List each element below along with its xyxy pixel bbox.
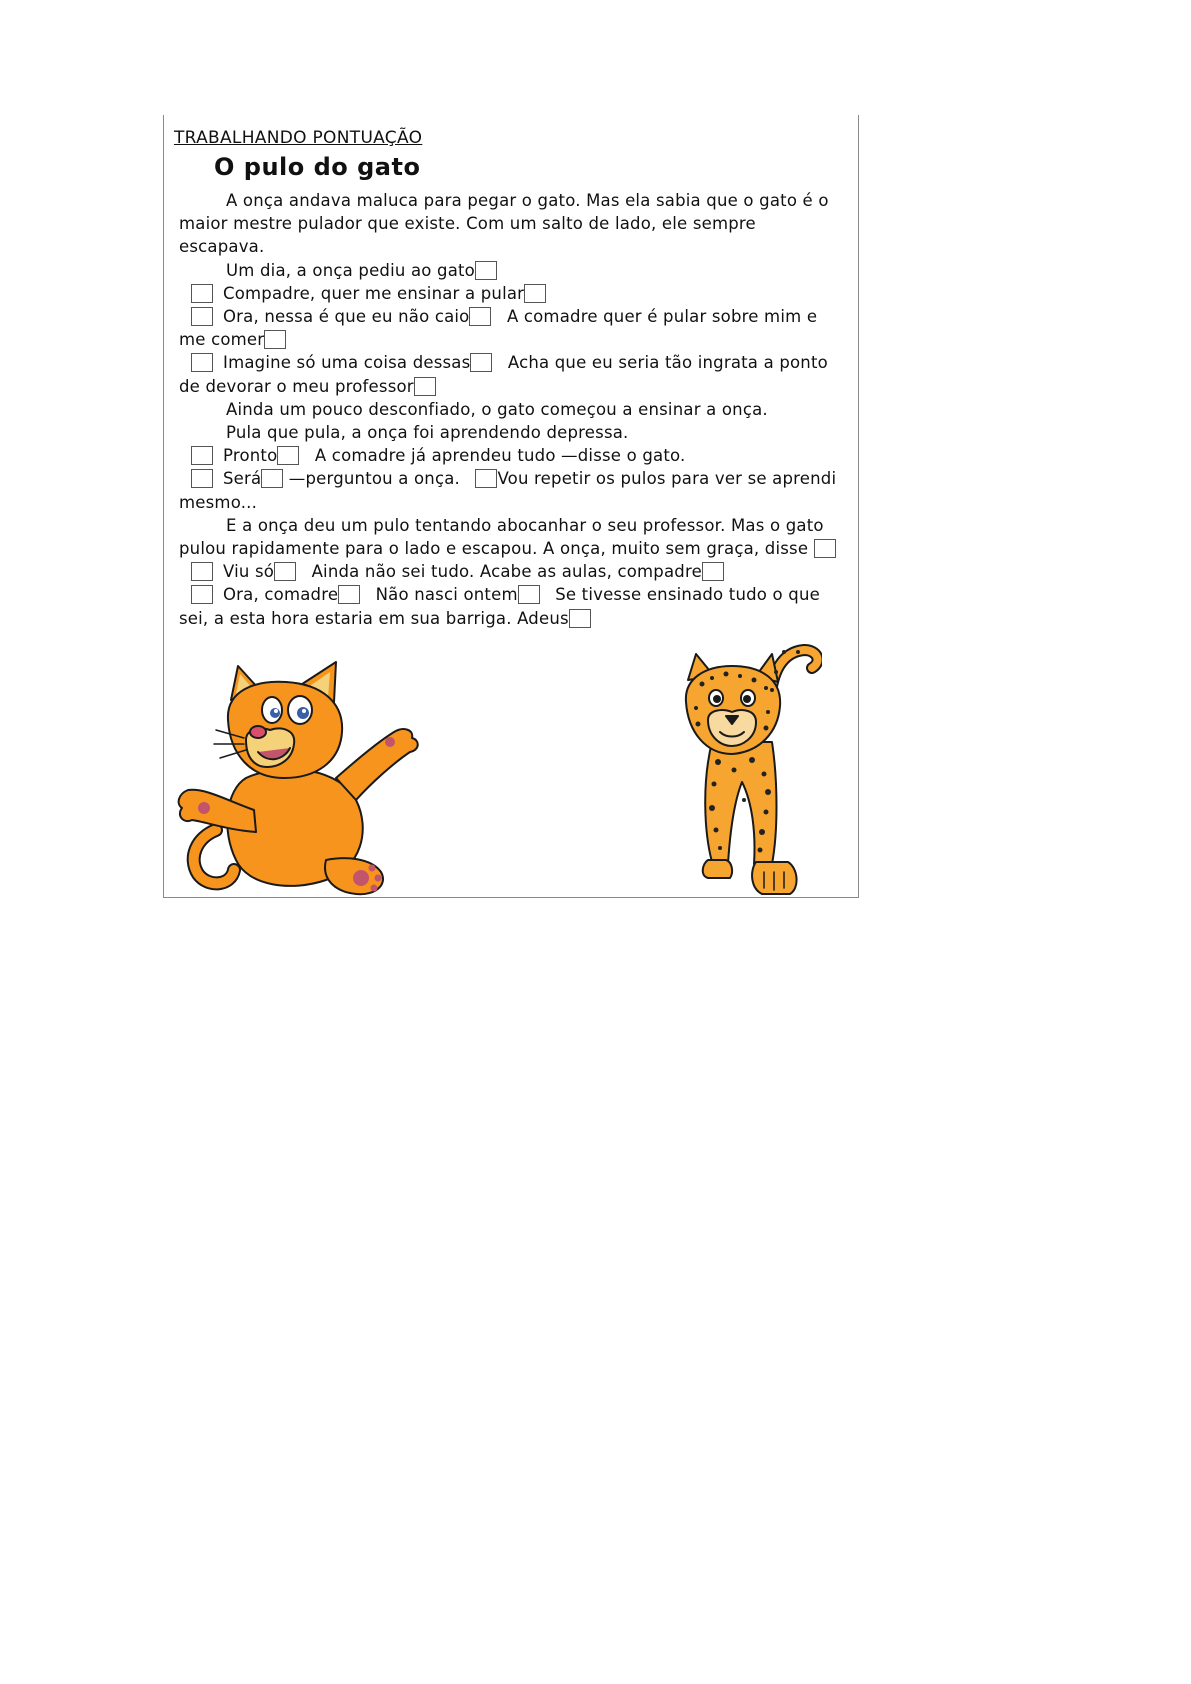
- punctuation-box[interactable]: [191, 353, 213, 372]
- punctuation-box[interactable]: [191, 562, 213, 581]
- story-text: [179, 189, 839, 630]
- cat-illustration: [176, 660, 426, 900]
- punctuation-box[interactable]: [475, 261, 497, 280]
- paragraph: [179, 351, 839, 397]
- paragraph-text: Ora, comadre: [223, 585, 339, 605]
- paragraph-text: Ainda um pouco desconfiado, o gato começou a ensinar a onça.: [226, 399, 768, 419]
- paragraph-text: Viu só: [223, 562, 275, 582]
- punctuation-box[interactable]: [277, 446, 299, 465]
- punctuation-box[interactable]: [274, 562, 296, 581]
- punctuation-box[interactable]: [518, 585, 540, 604]
- paragraph: [179, 560, 839, 583]
- paragraph-text: Imagine só uma coisa dessas: [223, 353, 471, 373]
- punctuation-box[interactable]: [191, 469, 213, 488]
- story-title: O pulo do gato: [214, 153, 421, 181]
- paragraph: [179, 583, 839, 629]
- punctuation-box[interactable]: [191, 307, 213, 326]
- punctuation-box[interactable]: [191, 585, 213, 604]
- paragraph: [179, 305, 839, 351]
- punctuation-box[interactable]: [569, 609, 591, 628]
- paragraph-text: A onça andava maluca para pegar o gato. Mas ela sabia que o gato é o maior mestre pulador que existe. Com um salto de lado, ele sempre escapava.: [179, 191, 829, 257]
- punctuation-box[interactable]: [191, 284, 213, 303]
- punctuation-box[interactable]: [261, 469, 283, 488]
- paragraph: [179, 514, 839, 560]
- paragraph-text: Um dia, a onça pediu ao gato: [226, 260, 475, 280]
- punctuation-box[interactable]: [414, 377, 436, 396]
- jaguar-illustration: [672, 632, 822, 900]
- paragraph: [179, 189, 839, 259]
- punctuation-box[interactable]: [475, 469, 497, 488]
- paragraph-text: Pronto: [223, 446, 278, 466]
- punctuation-box[interactable]: [814, 539, 836, 558]
- worksheet-heading: TRABALHANDO PONTUAÇÃO: [174, 128, 423, 148]
- paragraph: [179, 467, 839, 513]
- punctuation-box[interactable]: [469, 307, 491, 326]
- paragraph-text: Acha que eu seria tão ingrata a ponto de devorar o meu professor: [179, 353, 828, 396]
- paragraph-text: E a onça deu um pulo tentando abocanhar o seu professor. Mas o gato pulou rapidamente para o lado e escapou. A onça, muito sem graça, disse: [179, 515, 824, 559]
- paragraph-text: Compadre, quer me ensinar a pular: [223, 283, 525, 303]
- paragraph-text: Não nasci ontem: [375, 585, 518, 605]
- paragraph-text: Ora, nessa é que eu não caio: [223, 307, 470, 327]
- paragraph: [179, 421, 839, 444]
- punctuation-box[interactable]: [702, 562, 724, 581]
- paragraph-text: Se tivesse ensinado tudo o que sei, a esta hora estaria em sua barriga. Adeus: [179, 585, 820, 628]
- paragraph-text: A comadre já aprendeu tudo —disse o gato.: [314, 446, 686, 466]
- paragraph: [179, 398, 839, 421]
- punctuation-box[interactable]: [191, 446, 213, 465]
- paragraph-text: Vou repetir os pulos para ver se aprendi mesmo...: [179, 469, 837, 512]
- paragraph-text: Ainda não sei tudo. Acabe as aulas, compadre: [311, 562, 702, 582]
- punctuation-box[interactable]: [264, 330, 286, 349]
- punctuation-box[interactable]: [524, 284, 546, 303]
- punctuation-box[interactable]: [338, 585, 360, 604]
- paragraph: [179, 259, 839, 282]
- paragraph: [179, 282, 839, 305]
- paragraph-text: —perguntou a onça.: [288, 469, 460, 489]
- paragraph-text: Será: [223, 469, 262, 489]
- punctuation-box[interactable]: [470, 353, 492, 372]
- paragraph: [179, 444, 839, 467]
- paragraph-text: A comadre quer é pular sobre mim e me comer: [179, 307, 818, 350]
- paragraph-text: Pula que pula, a onça foi aprendendo depressa.: [226, 423, 629, 443]
